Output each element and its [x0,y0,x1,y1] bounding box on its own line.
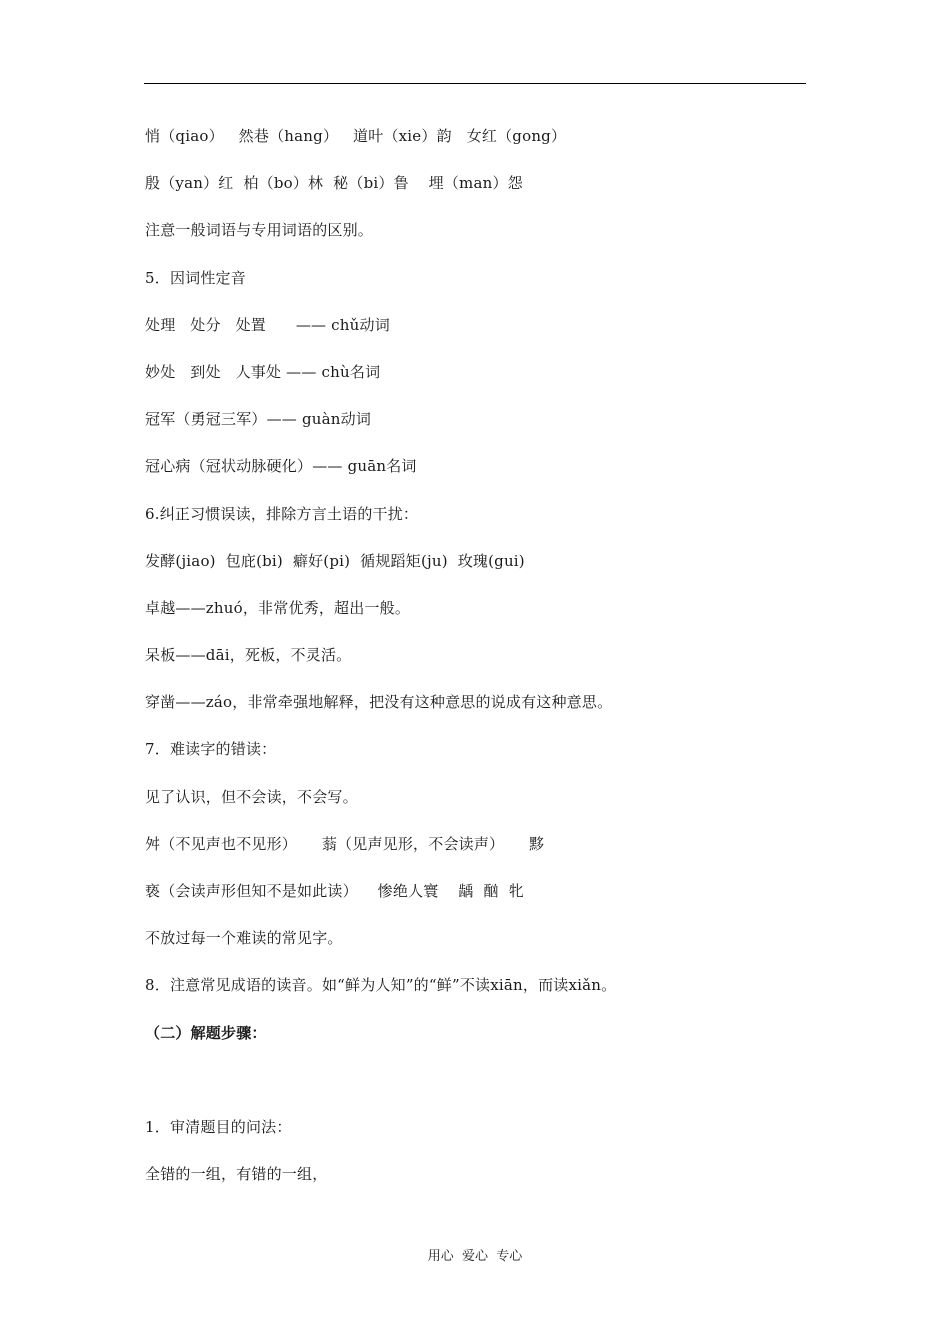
text-line: 冠心病（冠状动脉硬化）—— guān名词 [145,457,417,476]
document-body [145,122,805,1207]
text-line: 发酵(jiao) 包庇(bi) 癖好(pi) 循规蹈矩(ju) 玫瑰(gui) [145,551,525,570]
text-line: 殷（yan）红 柏（bo）林 秘（bi）鲁 埋（man）怨 [145,174,523,193]
text-line: 冠军（勇冠三军）—— guàn动词 [145,410,372,429]
text-line: 舛（不见声也不见形） 蓊（见声见形，不会读声） 黟 [145,834,545,853]
text-line: 不放过每一个难读的常见字。 [145,929,343,948]
text-line: 妙处 到处 人事处 —— chù名词 [145,362,381,381]
header-rule [144,83,806,84]
text-line: 悄（qiao） 然巷（hang） 道叶（xie）韵 女红（gong） [145,127,567,145]
text-line: 亵（会读声形但知不是如此读） 惨绝人寰 龋 酗 牝 [145,882,524,900]
text-line: 注意一般词语与专用词语的区别。 [145,221,374,240]
text-line: 处理 处分 处置 —— chǔ动词 [145,315,390,334]
blank-line [145,1066,805,1113]
text-line: 穿凿——záo，非常牵强地解释，把没有这种意思的说成有这种意思。 [145,693,613,712]
text-line: 全错的一组，有错的一组， [145,1165,328,1184]
text-line: 见了认识，但不会读，不会写。 [145,787,358,806]
subsection-heading: （二）解题步骤： [145,1023,267,1042]
section-heading: 6.纠正习惯误读，排除方言土语的干扰： [145,504,419,523]
section-heading: 5．因词性定音 [145,268,246,287]
section-heading: 1．审清题目的问法： [145,1117,292,1136]
text-line: 卓越——zhuó，非常优秀，超出一般。 [145,598,411,617]
section-heading: 7．难读字的错读： [145,740,277,759]
page-footer: 用心 爱心 专心 [427,1249,523,1264]
text-line: 呆板——dāi，死板，不灵活。 [145,646,352,665]
section-heading: 8．注意常见成语的读音。如“鲜为人知”的“鲜”不读xiān，而读xiǎn。 [145,976,617,995]
